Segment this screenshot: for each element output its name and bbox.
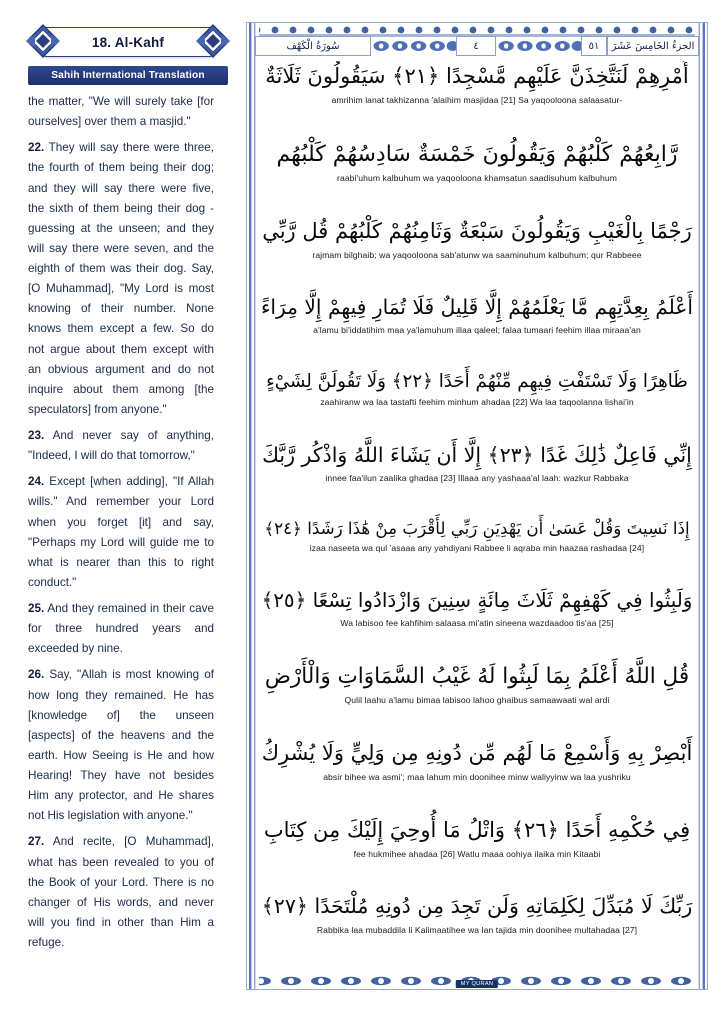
ayah-list <box>261 61 693 967</box>
ayah-block <box>261 815 693 859</box>
page-title: 18. Al-Kahf <box>91 34 165 50</box>
verse-text: And recite, [O Muhammad], what has been revealed to you of the Book of your Lord. There is no changer of His words, and never will you find in other than Him a refuge. <box>28 835 214 949</box>
ayah-arabic-text: رَجْمًا بِالْغَيْبِ وَيَقُولُونَ سَبْعَةٌ وَثَامِنُهُمْ كَلْبُهُمْ قُل رَّبِّي <box>262 218 692 243</box>
header-ornament-divider-right <box>496 36 581 56</box>
translation-paragraph <box>28 426 214 466</box>
ayah-arabic-text: وَلَبِثُوا فِي كَهْفِهِمْ ثَلَاثَ مِائَةٍ سِنِينَ وَازْدَادُوا تِسْعًا ﴿٢٥﴾ <box>261 588 693 612</box>
verse-number: 26. <box>28 668 45 682</box>
ayah-block <box>261 586 693 628</box>
ayah-transliteration: a'lamu bi'iddatihim maa ya'lamuhum illaa qaleel; falaa tumaari feehim illaa miraaa'an <box>313 324 641 335</box>
ayah-arabic-text: إِنِّي فَاعِلٌ ذَٰلِكَ غَدًا ﴿٢٣﴾ إِلَّا أَن يَشَاءَ اللَّهُ وَاذْكُر رَّبَّكَ <box>262 443 692 468</box>
translation-paragraph <box>28 665 214 826</box>
ayah-transliteration: rajmam bilghaib; wa yaqooloona sab'atunw wa saaminuhum kalbuhum; qur Rabbeee <box>312 249 642 260</box>
ayah-block <box>261 138 693 183</box>
verse-text: And they remained in their cave for three hundred years and exceeded by nine. <box>28 602 214 656</box>
ayah-transliteration: zaahiranw wa laa tastafti feehim minhum ahadaa [22] Wa laa taqoolanna lishai'in <box>320 397 634 408</box>
ayah-block <box>261 738 693 782</box>
ayah-block <box>261 368 693 408</box>
translation-paragraph <box>28 92 214 132</box>
ayah-transliteration: Qulil laahu a'lamu bimaa labisoo lahoo ghaibus samaawaati wal ardi <box>344 695 610 706</box>
right-ornament-icon <box>196 24 230 58</box>
header-surah-name: سُورَةُ الْكَهْف <box>255 36 371 56</box>
ayah-block <box>261 292 693 335</box>
ayah-arabic-text: رَبِّكَ لَا مُبَدِّلَ لِكَلِمَاتِهِ وَلَن تَجِدَ مِن دُونِهِ مُلْتَحَدًا ﴿٢٧﴾ <box>261 894 693 919</box>
header-juz-number: ١٥ <box>581 36 607 56</box>
header-ornament-divider-left <box>371 36 456 56</box>
quran-header-bar <box>255 36 699 56</box>
publisher-tag: MY QURAN <box>456 980 498 988</box>
header-juz-name: الجزءُ الخَامِسَ عَشَرَ <box>607 36 699 56</box>
ayah-transliteration: raabi'uhum kalbuhum wa yaqooloona khamsatun saadisuhum kalbuhum <box>337 173 617 183</box>
verse-text: Except [when adding], "If Allah wills." And remember your Lord when you forget [it] and say, "Perhaps my Lord will guide me to what is nearer than this to right conduct." <box>28 475 214 589</box>
verse-number: 25. <box>28 602 45 615</box>
ayah-arabic-text: أَبْصِرْ بِهِ وَأَسْمِعْ مَا لَهُم مِّن دُونِهِ مِن وَلِيٍّ وَلَا يُشْرِكُ <box>261 741 693 766</box>
verse-text: the matter, "We will surely take [for ourselves] over them a masjid." <box>28 95 214 129</box>
ayah-arabic-text: أَمْرِهِمْ لَنَتَّخِذَنَّ عَلَيْهِم مَّسْجِدًا ﴿٢١﴾ سَيَقُولُونَ ثَلَاثَةٌ <box>265 64 689 88</box>
ayah-transliteration: innee faa'ilun zaalika ghadaa [23] Illaaa any yashaaa'al laah: wazkur Rabbaka <box>325 473 629 484</box>
ayah-arabic-text: رَّابِعُهُمْ كَلْبُهُمْ وَيَقُولُونَ خَمْسَةٌ سَادِسُهُمْ كَلْبُهُم <box>276 141 678 167</box>
verse-number: 24. <box>28 475 45 489</box>
top-border-ornament-icon <box>247 23 707 37</box>
ayah-arabic-text: أَعْلَمُ بِعِدَّتِهِم مَّا يَعْلَمُهُمْ إِلَّا قَلِيلٌ فَلَا تُمَارِ فِيهِمْ إِلَّا مِرَاءً <box>261 295 693 320</box>
ayah-transliteration: amrihim lanat takhizanna 'alaihim masjidaa [21] Sa yaqooloona salaasatur- <box>331 94 623 105</box>
translation-paragraph <box>28 472 214 593</box>
translation-column <box>28 22 228 1002</box>
ayah-transliteration: absir bihee wa asmi'; maa lahum min doonihee minw waliyyinw wa laa yushriku <box>323 772 631 783</box>
ayah-arabic-text: إِذَا نَسِيتَ وَقُلْ عَسَىٰ أَن يَهْدِيَنِ رَبِّي لِأَقْرَبَ مِنْ هَٰذَا رَشَدًا ﴿٢٤﴾ <box>264 517 690 538</box>
left-ornament-icon <box>26 24 60 58</box>
ayah-transliteration: fee hukmihee ahadaa [26] Watlu maaa oohiya ilaika min Kitaabi <box>353 848 601 859</box>
verse-text: And never say of anything, "Indeed, I will do that tomorrow," <box>28 429 214 463</box>
translation-paragraph <box>28 138 214 420</box>
verse-text: They will say there were three, the fourth of them being their dog; and they will say there were five, the sixth of them being their dog - guessing at the unseen; and they will say there were seven, and the eighth of them was their dog. Say, [O Muhammad], "My Lord is most knowing of their number. None knows them except a few. So do not argue about them except with an obvious argument and do not inquire about them among [the speculators] from anyone." <box>28 141 214 416</box>
left-border-ornament-icon <box>247 23 259 989</box>
verse-text: Say, "Allah is most knowing of how long they remained. He has [knowledge of] the unseen [aspects] of the heavens and the earth. How Seeing is He and how Hearing! They have not besides Him any protector, and He shares not His legislation with anyone." <box>28 668 214 823</box>
ayah-arabic-text: فِي حُكْمِهِ أَحَدًا ﴿٢٦﴾ وَاتْلُ مَا أُوحِيَ إِلَيْكَ مِن كِتَابِ <box>263 817 691 842</box>
translation-paragraph <box>28 599 214 659</box>
ayah-block <box>261 216 693 260</box>
right-border-ornament-icon <box>695 23 707 989</box>
ayah-block <box>261 516 693 553</box>
verse-number: 27. <box>28 835 45 849</box>
quran-text-panel <box>246 22 708 990</box>
ayah-block <box>261 661 693 706</box>
translation-source-badge: Sahih International Translation <box>28 66 228 85</box>
surah-title-banner <box>28 22 228 62</box>
ayah-block <box>261 891 693 934</box>
ayah-arabic-text: ظَاهِرًا وَلَا تَسْتَفْتِ فِيهِم مِّنْهُمْ أَحَدًا ﴿٢٢﴾ وَلَا تَقُولَنَّ لِشَيْءٍ <box>266 370 688 392</box>
ayah-arabic-text: قُلِ اللَّهُ أَعْلَمُ بِمَا لَبِثُوا لَهُ غَيْبُ السَّمَاوَاتِ وَالْأَرْضِ <box>264 663 690 689</box>
verse-number: 22. <box>28 141 45 155</box>
translation-text <box>28 92 214 953</box>
ayah-transliteration: izaa naseeta wa qul 'asaaa any yahdiyani Rabbee li aqraba min haazaa rashadaa [24] <box>309 543 645 554</box>
ayah-block <box>261 440 693 483</box>
translation-paragraph <box>28 832 214 953</box>
ayah-transliteration: Wa labisoo fee kahfihim salaasa mi'atin sineena wazdaadoo tis'aa [25] <box>340 618 614 629</box>
verse-number: 23. <box>28 429 45 442</box>
header-page-number: ٤ <box>456 36 496 56</box>
ayah-block <box>261 61 693 105</box>
ayah-transliteration: Rabbika laa mubaddila li Kalimaatihee wa lan tajida min doonihee multahadaa [27] <box>316 924 638 935</box>
